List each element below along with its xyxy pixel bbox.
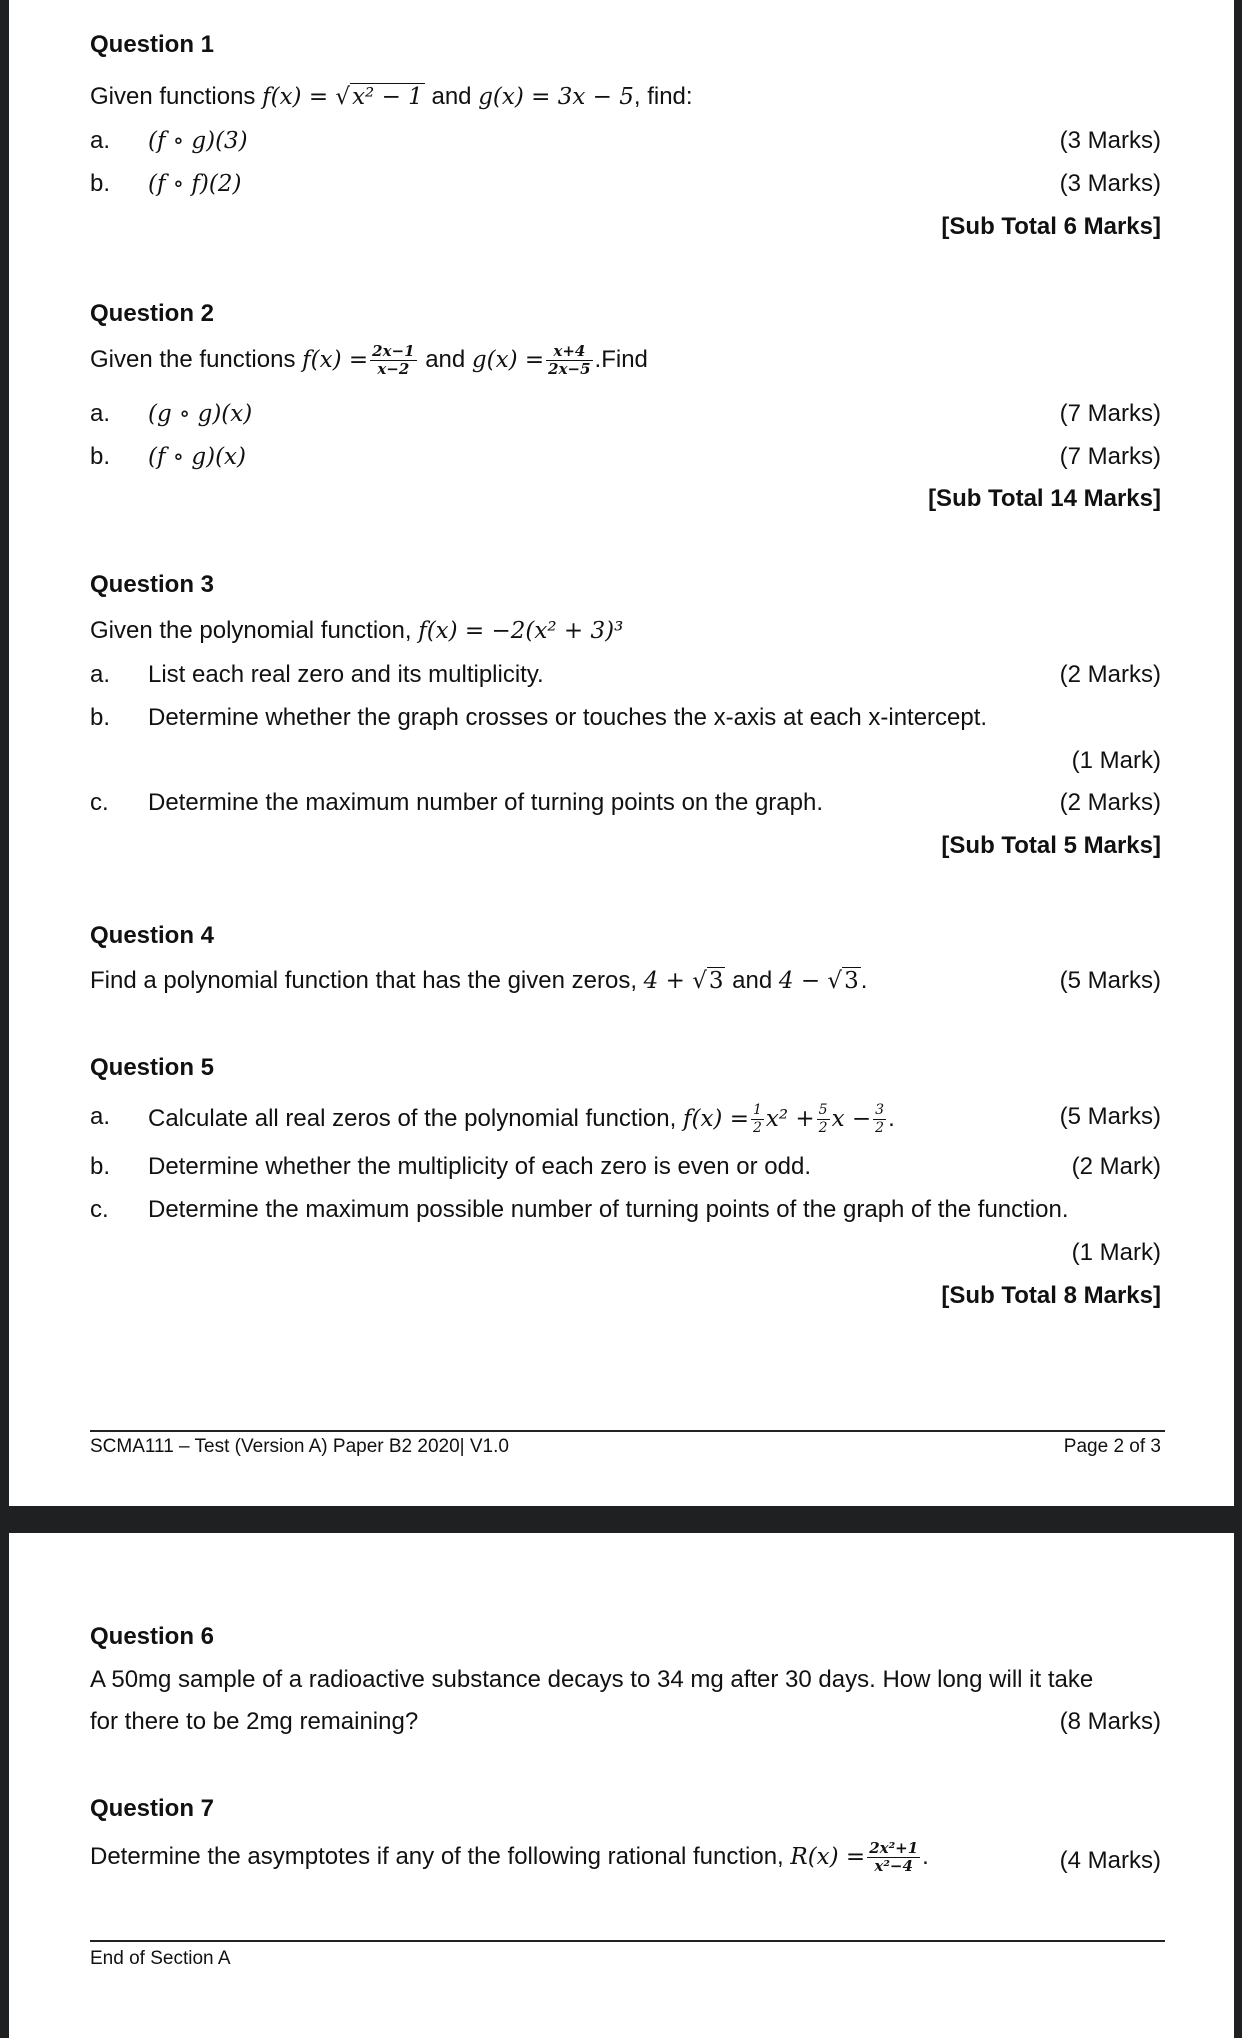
q5-subtotal: [Sub Total 8 Marks]	[941, 1282, 1161, 1309]
q1-item-a-marks: (3 Marks)	[1059, 127, 1161, 154]
q3-item-b-label: b.	[90, 704, 111, 731]
footer-rule	[90, 1430, 1165, 1432]
q1-find-text: , find:	[633, 83, 693, 110]
q2-item-a-expr: (g ∘ g)(x)	[148, 401, 253, 427]
q4-zero-2-base: 4 −	[778, 968, 828, 994]
q4-period: .	[860, 967, 868, 994]
q2-g-lhs: g(x) =	[471, 346, 545, 373]
q2-f-fraction	[370, 343, 416, 378]
q3-subtotal: [Sub Total 5 Marks]	[941, 832, 1161, 859]
q1-item-b-marks: (3 Marks)	[1059, 170, 1161, 197]
q3-item-b-marks: (1 Mark)	[1071, 747, 1161, 774]
q1-and-text: and	[431, 83, 472, 110]
q4-zero-1-radicand: 3	[708, 968, 724, 994]
q1-item-a-expr: (f ∘ g)(3)	[148, 128, 248, 154]
q5-coef-3	[873, 1102, 886, 1137]
q2-item-b-expr: (f ∘ g)(x)	[148, 444, 246, 470]
q3-item-b-text: Determine whether the graph crosses or touches the x-axis at each x-intercept.	[148, 704, 988, 731]
q1-f-radicand: x² − 1	[352, 84, 423, 110]
q2-g-fraction	[546, 343, 592, 378]
q4-zero-2	[779, 968, 861, 994]
exam-page-2	[9, 0, 1234, 1506]
question-4-text	[90, 966, 867, 996]
q1-g-definition: g(x) = 3x − 5	[478, 84, 634, 110]
sqrt-symbol: √3	[827, 968, 859, 994]
q7-numerator: 2x²+1	[869, 1839, 919, 1857]
screen-edge	[1234, 0, 1242, 2038]
q1-intro-text: Given functions	[90, 83, 256, 110]
q3-item-c-text: Determine the maximum number of turning points on the graph.	[148, 789, 824, 816]
q3-function: f(x) = −2(x² + 3)³	[418, 618, 624, 644]
exam-page-3	[9, 1533, 1234, 2038]
q5-coef-1-num: 1	[752, 1102, 762, 1118]
end-of-section-text: End of Section A	[90, 1948, 231, 1969]
q1-f-definition	[262, 84, 425, 110]
q2-g-numerator: x+4	[546, 343, 592, 361]
question-7-title: Question 7	[90, 1795, 215, 1822]
q5-item-a-marks: (5 Marks)	[1059, 1103, 1161, 1130]
question-1-title: Question 1	[90, 31, 215, 58]
q2-item-b-label: b.	[90, 443, 111, 470]
q7-question: Determine the asymptotes if any of the following rational function,	[90, 1842, 784, 1870]
q4-zero-1	[644, 968, 726, 994]
q7-text	[90, 1840, 929, 1875]
q2-item-a-marks: (7 Marks)	[1059, 400, 1161, 427]
question-1-intro	[90, 82, 693, 112]
q5-item-a-label: a.	[90, 1103, 111, 1130]
question-2-title: Question 2	[90, 300, 215, 327]
footer-course-info: SCMA111 – Test (Version A) Paper B2 2020| V1.0	[90, 1436, 509, 1457]
q2-g-denominator: 2x−5	[548, 360, 591, 378]
q5-coef-1-den: 2	[752, 1120, 762, 1136]
q3-item-c-marks: (2 Marks)	[1059, 789, 1161, 816]
q5-term-2: x −	[831, 1105, 872, 1132]
sqrt-symbol: √x² − 1	[335, 84, 423, 110]
q4-and-text: and	[732, 967, 773, 994]
footer-page-number: Page 2 of 3	[1063, 1436, 1161, 1457]
question-2-intro	[90, 343, 648, 378]
q2-item-a-label: a.	[90, 400, 111, 427]
q4-zero-2-radicand: 3	[844, 968, 859, 994]
q2-f-denominator: x−2	[377, 360, 410, 378]
q7-r-lhs: R(x) =	[790, 1843, 866, 1870]
q5-item-c-text: Determine the maximum possible number of turning points of the graph of the function.	[148, 1196, 1069, 1223]
question-3-intro	[90, 616, 623, 646]
q7-denominator: x²−4	[874, 1857, 913, 1875]
q6-line-2: for there to be 2mg remaining?	[90, 1708, 419, 1735]
q2-find-text: .Find	[594, 345, 648, 373]
q5-term-1: x² +	[765, 1105, 815, 1132]
q4-marks: (5 Marks)	[1059, 967, 1161, 994]
q2-f-lhs: f(x) =	[302, 346, 369, 373]
q2-subtotal: [Sub Total 14 Marks]	[928, 485, 1161, 512]
q2-f-numerator: 2x−1	[372, 342, 415, 360]
q1-f-lhs: f(x) =	[262, 84, 336, 110]
q3-intro-text: Given the polynomial function,	[90, 617, 412, 644]
q2-intro-text: Given the functions	[90, 345, 296, 373]
q5-coef-2	[817, 1102, 830, 1137]
q5-f-lhs: f(x) =	[682, 1105, 749, 1132]
question-3-title: Question 3	[90, 571, 215, 598]
q1-item-a-label: a.	[90, 127, 111, 154]
q5-coef-2-num: 5	[818, 1102, 828, 1118]
q2-item-b-marks: (7 Marks)	[1059, 443, 1161, 470]
q5-item-b-marks: (2 Mark)	[1071, 1153, 1161, 1180]
q6-line-1: A 50mg sample of a radioactive substance decays to 34 mg after 30 days. How long will it take	[90, 1666, 1094, 1693]
q7-fraction	[867, 1840, 920, 1875]
q5-period: .	[888, 1104, 895, 1132]
section-end-rule	[90, 1940, 1165, 1942]
q5-item-a-question: Calculate all real zeros of the polynomial function,	[148, 1104, 677, 1132]
sqrt-symbol: √3	[692, 968, 724, 994]
q5-coef-3-num: 3	[875, 1102, 885, 1118]
q5-item-c-marks: (1 Mark)	[1071, 1239, 1161, 1266]
q3-item-a-label: a.	[90, 661, 111, 688]
q1-item-b-label: b.	[90, 170, 111, 197]
q1-item-b-expr: (f ∘ f)(2)	[148, 171, 242, 197]
q5-item-b-label: b.	[90, 1153, 111, 1180]
question-5-title: Question 5	[90, 1054, 215, 1081]
q6-marks: (8 Marks)	[1059, 1708, 1161, 1735]
q5-coef-3-den: 2	[875, 1120, 885, 1136]
q7-marks: (4 Marks)	[1059, 1847, 1161, 1874]
q3-item-c-label: c.	[90, 789, 109, 816]
question-6-title: Question 6	[90, 1623, 215, 1650]
q5-coef-2-den: 2	[818, 1120, 828, 1136]
q3-item-a-marks: (2 Marks)	[1059, 661, 1161, 688]
q1-subtotal: [Sub Total 6 Marks]	[941, 213, 1161, 240]
q4-zero-1-base: 4 +	[643, 968, 693, 994]
q7-period: .	[922, 1842, 929, 1870]
q2-and-text: and	[425, 345, 466, 373]
q5-item-a-text	[148, 1102, 895, 1137]
q5-item-b-text: Determine whether the multiplicity of each zero is even or odd.	[148, 1153, 811, 1180]
question-4-title: Question 4	[90, 922, 215, 949]
q5-item-c-label: c.	[90, 1196, 109, 1223]
q3-item-a-text: List each real zero and its multiplicity.	[148, 661, 544, 688]
q4-text: Find a polynomial function that has the given zeros,	[90, 967, 637, 994]
q5-coef-1	[751, 1102, 764, 1137]
